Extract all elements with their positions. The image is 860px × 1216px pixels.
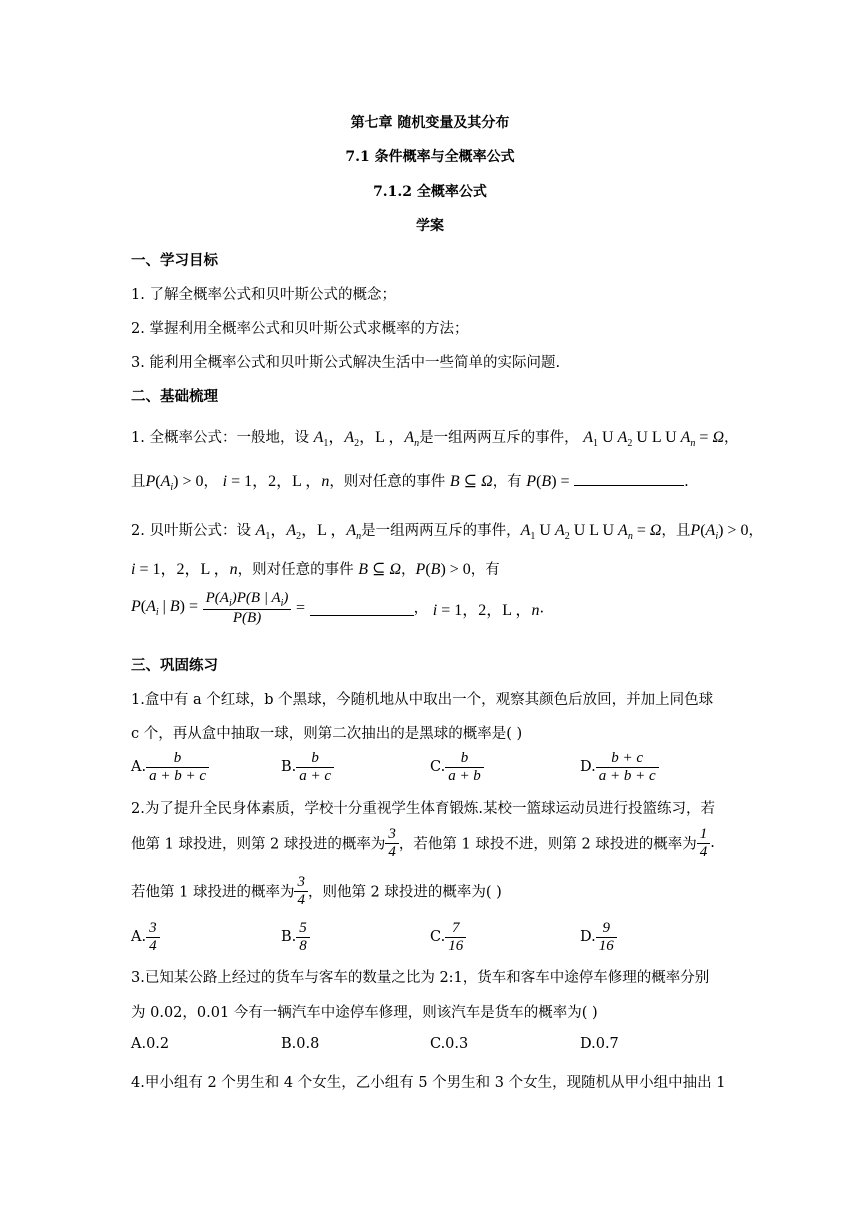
bayes-line-2: i = 1，2，L ，n，则对任意的事件 B ⊆ Ω，P(B) > 0，有 — [131, 561, 500, 578]
math-expression: i = 1，2，L ，n — [222, 473, 330, 490]
math-expression: $A_1$ U $A_2$ U L U $A_n = \Omega$ — [520, 522, 662, 543]
section-heading-basics: 二、基础梳理 — [131, 388, 218, 405]
math-expression: $A_1$ U $A_2$ U L U $A_n = \Omega$ — [583, 429, 725, 450]
fraction: $\frac{P(A_i)P(B | A_i)}{P(B)}$ — [203, 590, 292, 627]
question-3-line-2: 为 0.02，0.01 今有一辆汽车中途停车修理，则该汽车是货车的概率为( ) — [131, 1005, 598, 1021]
objective-item: 3. 能利用全概率公式和贝叶斯公式解决生活中一些简单的实际问题. — [131, 355, 561, 371]
total-probability-line-1: 1. 全概率公式：一般地，设 $A_1$，$A_2$，L ，$A_n$是一组两两互斥的事件， $A_1$ U $A_2$ U L U $A_n = \Omega$， — [131, 429, 739, 450]
math-expression: B ⊆ Ω — [358, 561, 402, 578]
section-heading-objectives: 一、学习目标 — [131, 252, 218, 269]
option-d: D.0.7 — [580, 1036, 619, 1052]
section-title: 7.1 条件概率与全概率公式 — [345, 149, 515, 165]
math-expression: $P(A_i) > 0$ — [690, 522, 749, 543]
question-1-line-2: c 个，再从盒中抽取一球，则第二次抽出的是黑球的概率是( ) — [131, 726, 523, 742]
option-a: A. $\frac{b}{a + b + c}$ — [131, 750, 209, 784]
question-4-line-1: 4.甲小组有 2 个男生和 4 个女生，乙小组有 5 个男生和 3 个女生，现随机从甲小组中抽出 1 — [131, 1075, 726, 1091]
option-b: B.0.8 — [281, 1036, 320, 1052]
math-expression: $A_1$，$A_2$，L ，$A_n$ — [255, 522, 362, 543]
option-b: B. $\frac{b}{a + c}$ — [281, 750, 334, 784]
option-d: D. $\frac{b + c}{a + b + c}$ — [580, 750, 659, 784]
question-1-line-1: 1.盒中有 a 个红球，b 个黑球，今随机地从中取出一个，观察其颜色后放回，并加上同色球 — [131, 692, 714, 708]
subsection-title: 7.1.2 全概率公式 — [373, 184, 487, 200]
fill-in-blank — [310, 601, 414, 616]
objective-item: 1. 了解全概率公式和贝叶斯公式的概念； — [131, 287, 396, 303]
option-c: C. $\frac{7}{16}$ — [430, 920, 466, 954]
question-2-line-2: 他第 1 球投进，则第 2 球投进的概率为 $\frac{3}{4}$ ，若他第 1 球投不进，则第 2 球投进的概率为 $\frac{1}{4}$ . — [131, 826, 715, 860]
bayes-line-1: 2. 贝叶斯公式：设 $A_1$，$A_2$，L ，$A_n$是一组两两互斥的事件，$A_1$ U $A_2$ U L U $A_n = \Omega$，且$P(A_i) > 0$， — [131, 522, 763, 543]
math-expression: $A_1$，$A_2$，L ，$A_n$ — [313, 429, 420, 450]
option-a: A. $\frac{3}{4}$ — [131, 920, 160, 954]
option-a: A.0.2 — [131, 1036, 170, 1052]
chapter-title: 第七章 随机变量及其分布 — [350, 115, 510, 131]
math-expression: B ⊆ Ω — [449, 473, 493, 490]
total-probability-line-2: 且$P(A_i) > 0$， i = 1，2，L ，n，则对任意的事件 B ⊆ Ω，有 P(B) = . — [131, 473, 689, 494]
question-3-line-1: 3.已知某公路上经过的货车与客车的数量之比为 2:1，货车和客车中途停车修理的概率分别 — [131, 970, 710, 986]
option-b: B. $\frac{5}{8}$ — [281, 920, 310, 954]
bayes-formula: $P(A_i$ | B) = $\frac{P(A_i)P(B | A_i)}{P(B)}$ = ， i = 1，2，L ，n. — [131, 590, 545, 626]
objective-item: 2. 掌握利用全概率公式和贝叶斯公式求概率的方法； — [131, 321, 469, 337]
option-c: C.0.3 — [430, 1036, 469, 1052]
fill-in-blank — [574, 471, 684, 486]
math-expression: P(B) = — [526, 473, 570, 490]
doc-type-title: 学案 — [416, 218, 444, 234]
question-2-line-3: 若他第 1 球投进的概率为 $\frac{3}{4}$ ，则他第 2 球投进的概率为( ) — [131, 874, 502, 908]
math-expression: $P(A_i) > 0$ — [145, 473, 204, 494]
question-2-line-1: 2.为了提升全民身体素质，学校十分重视学生体育锻炼.某校一篮球运动员进行投篮练习，若 — [131, 801, 715, 817]
math-expression: i = 1，2，L ，n — [131, 561, 238, 578]
section-heading-exercises: 三、巩固练习 — [131, 657, 218, 674]
option-d: D. $\frac{9}{16}$ — [580, 920, 617, 954]
option-c: C. $\frac{b}{a + b}$ — [430, 750, 484, 784]
math-expression: P(B) > 0 — [415, 561, 471, 578]
